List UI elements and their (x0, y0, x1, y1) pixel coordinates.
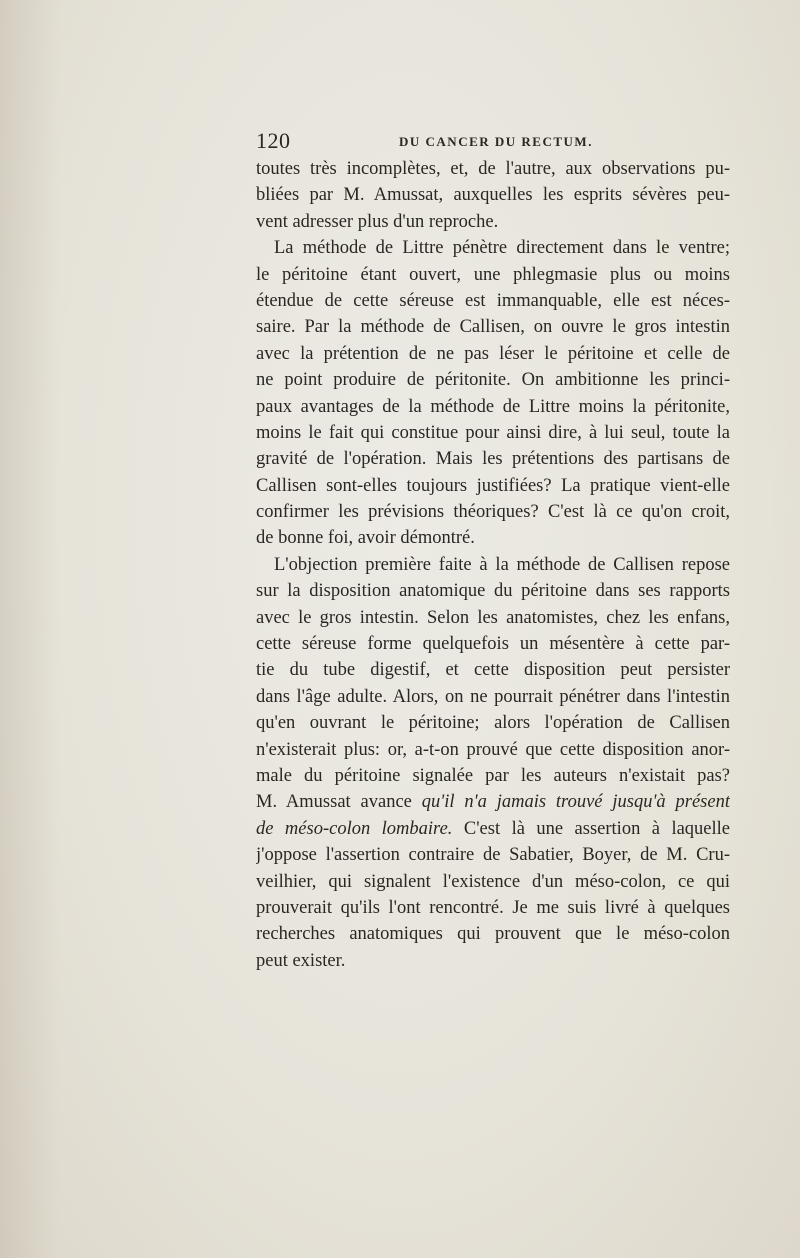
text-run: C'est là une assertion à laquelle (452, 818, 730, 839)
text-run: dans l'âge adulte. Alors, on ne pourrait pénétrer dans l'intestin (256, 686, 730, 707)
text-line (256, 684, 730, 710)
text-run: saire. Par la méthode de Callisen, on ouvre le gros intestin (256, 317, 730, 338)
text-line (256, 578, 730, 604)
text-run: tie du tube digestif, et cette disposition peut persister (256, 660, 730, 681)
running-title: DU CANCER DU RECTUM. (399, 134, 593, 149)
italic-text-run: qu'il n'a jamais trouvé jusqu'à présent (421, 792, 730, 813)
text-line (256, 182, 730, 208)
text-run: L'objection première faite à la méthode de Callisen repose (274, 554, 730, 575)
text-line (256, 156, 730, 182)
text-line (256, 605, 730, 631)
text-line (256, 895, 730, 921)
text-line (256, 869, 730, 895)
text-run: La méthode de Littre pénètre directement dans le ventre; (274, 238, 730, 259)
text-run: avec la prétention de ne pas léser le péritoine et celle de (256, 343, 730, 364)
text-line (256, 288, 730, 314)
text-run: cette séreuse forme quelquefois un mésentère à cette par- (256, 634, 730, 655)
text-run: confirmer les prévisions théoriques? C'est là ce qu'on croit, (256, 502, 730, 523)
text-run: paux avantages de la méthode de Littre moins la péritonite, (256, 396, 730, 417)
text-line (256, 420, 730, 446)
text-line (256, 710, 730, 736)
text-line (256, 209, 730, 235)
text-line (256, 737, 730, 763)
text-run: qu'en ouvrant le péritoine; alors l'opération de Callisen (256, 713, 730, 734)
text-run: étendue de cette séreuse est immanquable, elle est néces- (256, 290, 730, 311)
text-run: le péritoine étant ouvert, une phlegmasie plus ou moins (256, 264, 730, 285)
text-run: vent adresser plus d'un reproche. (256, 211, 499, 232)
text-line (256, 948, 730, 974)
text-run: ne point produire de péritonite. On ambitionne les princi- (256, 370, 730, 391)
text-line (256, 921, 730, 947)
text-run: toutes très incomplètes, et, de l'autre, aux observations pu- (256, 159, 730, 179)
text-run: veilhier, qui signalent l'existence d'un méso-colon, ce qui (256, 871, 730, 892)
text-run: de bonne foi, avoir démontré. (256, 528, 475, 549)
text-run: prouverait qu'ils l'ont rencontré. Je me suis livré à quelques (256, 897, 730, 918)
text-line (256, 525, 730, 551)
text-line (256, 842, 730, 868)
page-header (256, 128, 730, 156)
page-edge-shadow (0, 0, 60, 1258)
text-line (256, 262, 730, 288)
text-line (256, 446, 730, 472)
text-line (256, 314, 730, 340)
text-line (256, 235, 730, 261)
text-line (256, 763, 730, 789)
text-line (256, 367, 730, 393)
text-run: moins le fait qui constitue pour ainsi dire, à lui seul, toute la (256, 422, 730, 443)
text-line (256, 499, 730, 525)
text-line (256, 789, 730, 815)
text-run: n'existerait plus: or, a-t-on prouvé que cette disposition anor- (256, 739, 730, 760)
text-line (256, 631, 730, 657)
text-run: male du péritoine signalée par les auteurs n'existait pas? (256, 765, 730, 786)
text-line (256, 341, 730, 367)
page-number: 120 (256, 128, 291, 153)
text-run: bliées par M. Amussat, auxquelles les esprits sévères peu- (256, 185, 730, 206)
text-run: Callisen sont-elles toujours justifiées? La pratique vient-elle (256, 475, 730, 496)
text-line (256, 552, 730, 578)
text-line (256, 657, 730, 683)
text-line (256, 473, 730, 499)
body-text (256, 156, 730, 974)
text-run: sur la disposition anatomique du péritoine dans ses rapports (256, 581, 730, 602)
italic-text-run: de méso-colon lombaire. (256, 818, 453, 839)
text-run: avec le gros intestin. Selon les anatomistes, chez les enfans, (256, 607, 730, 628)
text-run: recherches anatomiques qui prouvent que le méso-colon (256, 924, 730, 945)
text-line (256, 816, 730, 842)
text-run: M. Amussat avance (256, 792, 422, 813)
text-line (256, 394, 730, 420)
text-run: j'oppose l'assertion contraire de Sabatier, Boyer, de M. Cru- (256, 845, 730, 866)
text-run: gravité de l'opération. Mais les prétentions des partisans de (256, 449, 730, 470)
text-run: peut exister. (256, 950, 346, 971)
